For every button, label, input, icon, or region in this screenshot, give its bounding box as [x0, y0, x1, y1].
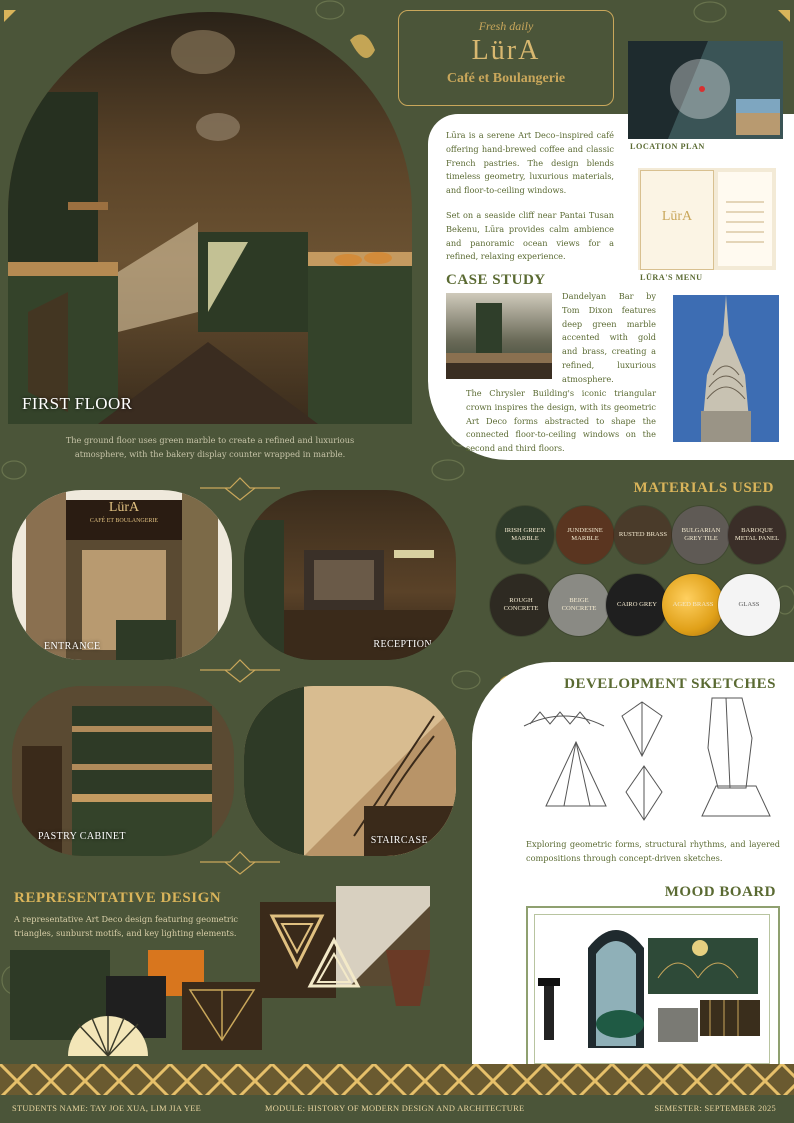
material-bulgarian-grey-tile: [672, 506, 730, 564]
location-plan-label: LOCATION PLAN: [630, 142, 705, 151]
material-label: BULGARIAN GREY TILE: [681, 527, 721, 542]
intro-paragraph-2: Set on a seaside cliff near Pantai Tusan Bekenu, Lūra provides calm ambience and panoramic ocean views for a refined, relaxing experience.: [446, 210, 614, 262]
representative-collage: [10, 886, 462, 1060]
material-label: CAIRO GREY: [616, 601, 658, 608]
menu-logo: LūrA: [661, 209, 693, 224]
material-baroque-metal-panel: [728, 506, 786, 564]
entrance-sign-main: LürA: [108, 500, 140, 515]
mood-board-title: MOOD BOARD: [664, 884, 776, 900]
gold-ornaments: [0, 470, 460, 890]
material-label: JUNDESINE MARBLE: [567, 527, 603, 542]
case-study-text-1: Dandelyan Bar by Tom Dixon features deep green marble accented with gold and brass, creating a refined, luxurious atmosphere.: [562, 291, 656, 384]
mood-board-frame: [526, 906, 780, 1074]
entrance-sign-sub: CAFÉ ET BOULANGERIE: [89, 518, 159, 524]
material-glass: [718, 574, 780, 636]
footer-semester: SEMESTER: SEPTEMBER 2025: [654, 1104, 776, 1113]
gold-lattice-band: [0, 1064, 794, 1098]
material-label: IRISH GREEN MARBLE: [504, 527, 546, 542]
sketches-drawings: [516, 696, 778, 826]
menu-label: LŪRA'S MENU: [640, 273, 703, 282]
brand-subtitle: Café et Boulangerie: [446, 71, 566, 86]
footer-students: STUDENTS NAME: TAY JOE XUA, LIM JIA YEE: [12, 1104, 202, 1113]
material-label: RUSTED BRASS: [618, 531, 668, 538]
first-floor-render: [8, 12, 412, 424]
menu-image: [638, 168, 776, 270]
material-label: BAROQUE METAL PANEL: [734, 527, 780, 542]
material-label: BEIGE CONCRETE: [561, 597, 597, 612]
location-map-graphic: [628, 41, 783, 139]
representative-title: REPRESENTATIVE DESIGN: [14, 890, 222, 906]
brand-frame: [398, 10, 614, 106]
menu-card-left: [640, 170, 714, 270]
first-floor-description: The ground floor uses green marble to create a refined and luxurious atmosphere, with the bakery display counter wrapped in marble.: [65, 435, 355, 459]
material-label: ROUGH CONCRETE: [503, 597, 539, 612]
representative-text: A representative Art Deco design featuring geometric triangles, sunburst motifs, and key lighting elements.: [14, 914, 239, 938]
first-floor-caption: FIRST FLOOR: [22, 394, 133, 413]
entrance-caption: ENTRANCE: [44, 641, 101, 652]
material-rusted-brass: [614, 506, 672, 564]
material-cairo-grey: [606, 574, 668, 636]
bar-illustration: [446, 293, 552, 379]
footer-module: MODULE: HISTORY OF MODERN DESIGN AND ARCHITECTURE: [265, 1104, 525, 1113]
dandelyan-bar-photo: [446, 293, 552, 379]
material-irish-green-marble: [496, 506, 554, 564]
material-label: AGED BRASS: [672, 601, 714, 608]
chrysler-illustration: [673, 295, 779, 442]
first-floor-illustration: [8, 12, 412, 424]
material-label: GLASS: [738, 601, 760, 608]
mood-board-collage: [528, 908, 778, 1072]
intro-paragraph-1: Lūra is a serene Art Deco–inspired café offering hand-brewed coffee and classic French pastries. The design blends timeless geometry, luxurious materials, and floor-to-ceiling windows.: [446, 130, 614, 196]
footer: [0, 1095, 794, 1123]
material-rough-concrete: [490, 574, 552, 636]
case-study-title: CASE STUDY: [446, 272, 546, 288]
pastry-cabinet-caption: PASTRY CABINET: [38, 831, 126, 842]
materials-title: MATERIALS USED: [633, 480, 774, 496]
case-study-text-2: The Chrysler Building's iconic triangular crown inspires the design, with its geometric Art Deco forms abstracted to shape the connected floor-to-ceiling windows on the second and third floors.: [466, 388, 656, 454]
staircase-caption: STAIRCASE: [370, 835, 428, 846]
sketches-title: DEVELOPMENT SKETCHES: [564, 676, 776, 692]
brand-tagline: Fresh daily: [478, 19, 534, 33]
material-beige-concrete: [548, 574, 610, 636]
reception-caption: RECEPTION: [373, 639, 432, 650]
menu-lines-graphic: [718, 172, 772, 266]
material-jundesine-marble: [556, 506, 614, 564]
brand-name: LürA: [471, 35, 541, 66]
location-plan-map: [628, 41, 783, 139]
chrysler-building-photo: [673, 295, 779, 442]
sketches-text: Exploring geometric forms, structural rhythms, and layered compositions through concept-driven sketches.: [526, 839, 780, 863]
menu-card-right: [718, 172, 772, 266]
material-aged-brass: [662, 574, 724, 636]
